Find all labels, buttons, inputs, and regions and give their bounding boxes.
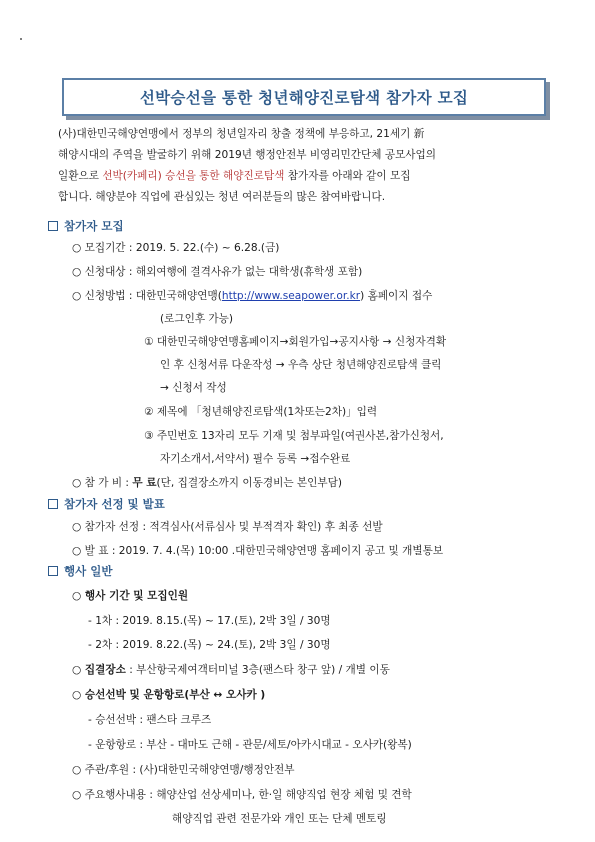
section-heading-selection xyxy=(48,496,165,512)
intro-line: (사)대한민국해양연맹에서 정부의 청년일자리 창출 정책에 부응하고, 21세기 新 xyxy=(58,128,425,140)
checkbox-square-icon xyxy=(48,221,58,231)
recruit-method xyxy=(72,288,432,303)
method-text: ○ 신청방법 : 대한민국해양연맹( xyxy=(72,290,222,302)
ship-name: - 승선선박 : 팬스타 크루즈 xyxy=(88,714,212,726)
section-heading-recruit xyxy=(48,218,124,234)
recruit-period: ○ 모집기간 : 2019. 5. 22.(수) ~ 6.28.(금) xyxy=(72,242,280,254)
event-period-title: ○ 행사 기간 및 모집인원 xyxy=(72,590,189,602)
step-1-cont: → 신청서 작성 xyxy=(160,382,227,394)
step-3: ③ 주민번호 13자리 모두 기재 및 첨부파일(여권사본,참가신청서, xyxy=(144,430,444,442)
method-note: (로그인후 가능) xyxy=(160,313,234,325)
ship-route-title: ○ 승선선박 및 운항항로(부산 ↔ 오사카 ) xyxy=(72,689,266,701)
checkbox-square-icon xyxy=(48,566,58,576)
page-title: 선박승선을 통한 청년해양진로탐색 참가자 모집 xyxy=(139,89,469,107)
step-3-cont: 자기소개서,서약서) 필수 등록 →접수완료 xyxy=(160,453,351,465)
fee-note: (단, 집결장소까지 이동경비는 본인부담) xyxy=(156,477,342,489)
step-1-cont: 인 후 신청서류 다운작성 → 우측 상단 청년해양진로탐색 클릭 xyxy=(160,359,442,371)
round-2: - 2차 : 2019. 8.22.(목) ~ 24.(토), 2박 3일 / 30명 xyxy=(88,639,331,651)
intro-line: 해양시대의 주역을 발굴하기 위해 2019년 행정안전부 비영리민간단체 공모사업의 xyxy=(58,149,437,161)
intro-text: 참가자를 아래와 같이 모집 xyxy=(284,170,411,182)
checkbox-square-icon xyxy=(48,499,58,509)
gather-label: ○ 집결장소 xyxy=(72,664,126,676)
ship-route: - 운항항로 : 부산 - 대마도 근해 - 관문/세토/아카시대교 - 오사카(왕복) xyxy=(88,739,412,751)
fee-free: 무 료 xyxy=(132,477,157,489)
section-title: 참가자 모집 xyxy=(64,219,124,233)
selection-method: ○ 참가자 선정 : 적격심사(서류심사 및 부적격자 확인) 후 최종 선발 xyxy=(72,521,383,533)
intro-paragraph xyxy=(58,124,520,208)
main-program-cont: 해양직업 관련 전문가와 개인 또는 단체 멘토링 xyxy=(172,813,387,825)
intro-line: 합니다. 해양분야 직업에 관심있는 청년 여러분들의 많은 참여바랍니다. xyxy=(58,191,386,203)
recruit-target: ○ 신청대상 : 해외여행에 결격사유가 없는 대학생(휴학생 포함) xyxy=(72,266,363,278)
main-program: ○ 주요행사내용 : 해양산업 선상세미나, 한·일 해양직업 현장 체험 및 견학 xyxy=(72,789,412,801)
intro-line xyxy=(58,166,520,187)
announcement: ○ 발 표 : 2019. 7. 4.(목) 10:00 .대한민국해양연맹 홈페이지 공고 및 개별통보 xyxy=(72,545,444,557)
fee-label: ○ 참 가 비 : xyxy=(72,477,133,489)
scan-speck xyxy=(20,38,22,40)
method-text: ) 홈페이지 접수 xyxy=(360,290,433,302)
title-box xyxy=(62,78,546,116)
gather-value: : 부산항국제여객터미널 3층(팬스타 창구 앞) / 개별 이동 xyxy=(125,664,390,676)
gathering-place xyxy=(72,662,390,677)
website-link[interactable]: http://www.seapower.or.kr xyxy=(221,290,361,302)
step-2: ② 제목에 「청년해양진로탐색(1차또는2차)」입력 xyxy=(144,406,378,418)
fee-line xyxy=(72,475,342,490)
round-1: - 1차 : 2019. 8.15.(목) ~ 17.(토), 2박 3일 / 30명 xyxy=(88,615,331,627)
section-title: 행사 일반 xyxy=(64,564,113,578)
host-sponsor: ○ 주관/후원 : (사)대한민국해양연맹/행정안전부 xyxy=(72,764,295,776)
intro-highlight: 선박(카페리) 승선을 통한 해양진로탐색 xyxy=(102,170,285,182)
intro-text: 일환으로 xyxy=(58,170,103,182)
section-title: 참가자 선정 및 발표 xyxy=(64,497,165,511)
section-heading-event xyxy=(48,563,112,579)
step-1: ① 대한민국해양연맹홈페이지→회원가입→공지사항 → 신청자격확 xyxy=(144,336,447,348)
